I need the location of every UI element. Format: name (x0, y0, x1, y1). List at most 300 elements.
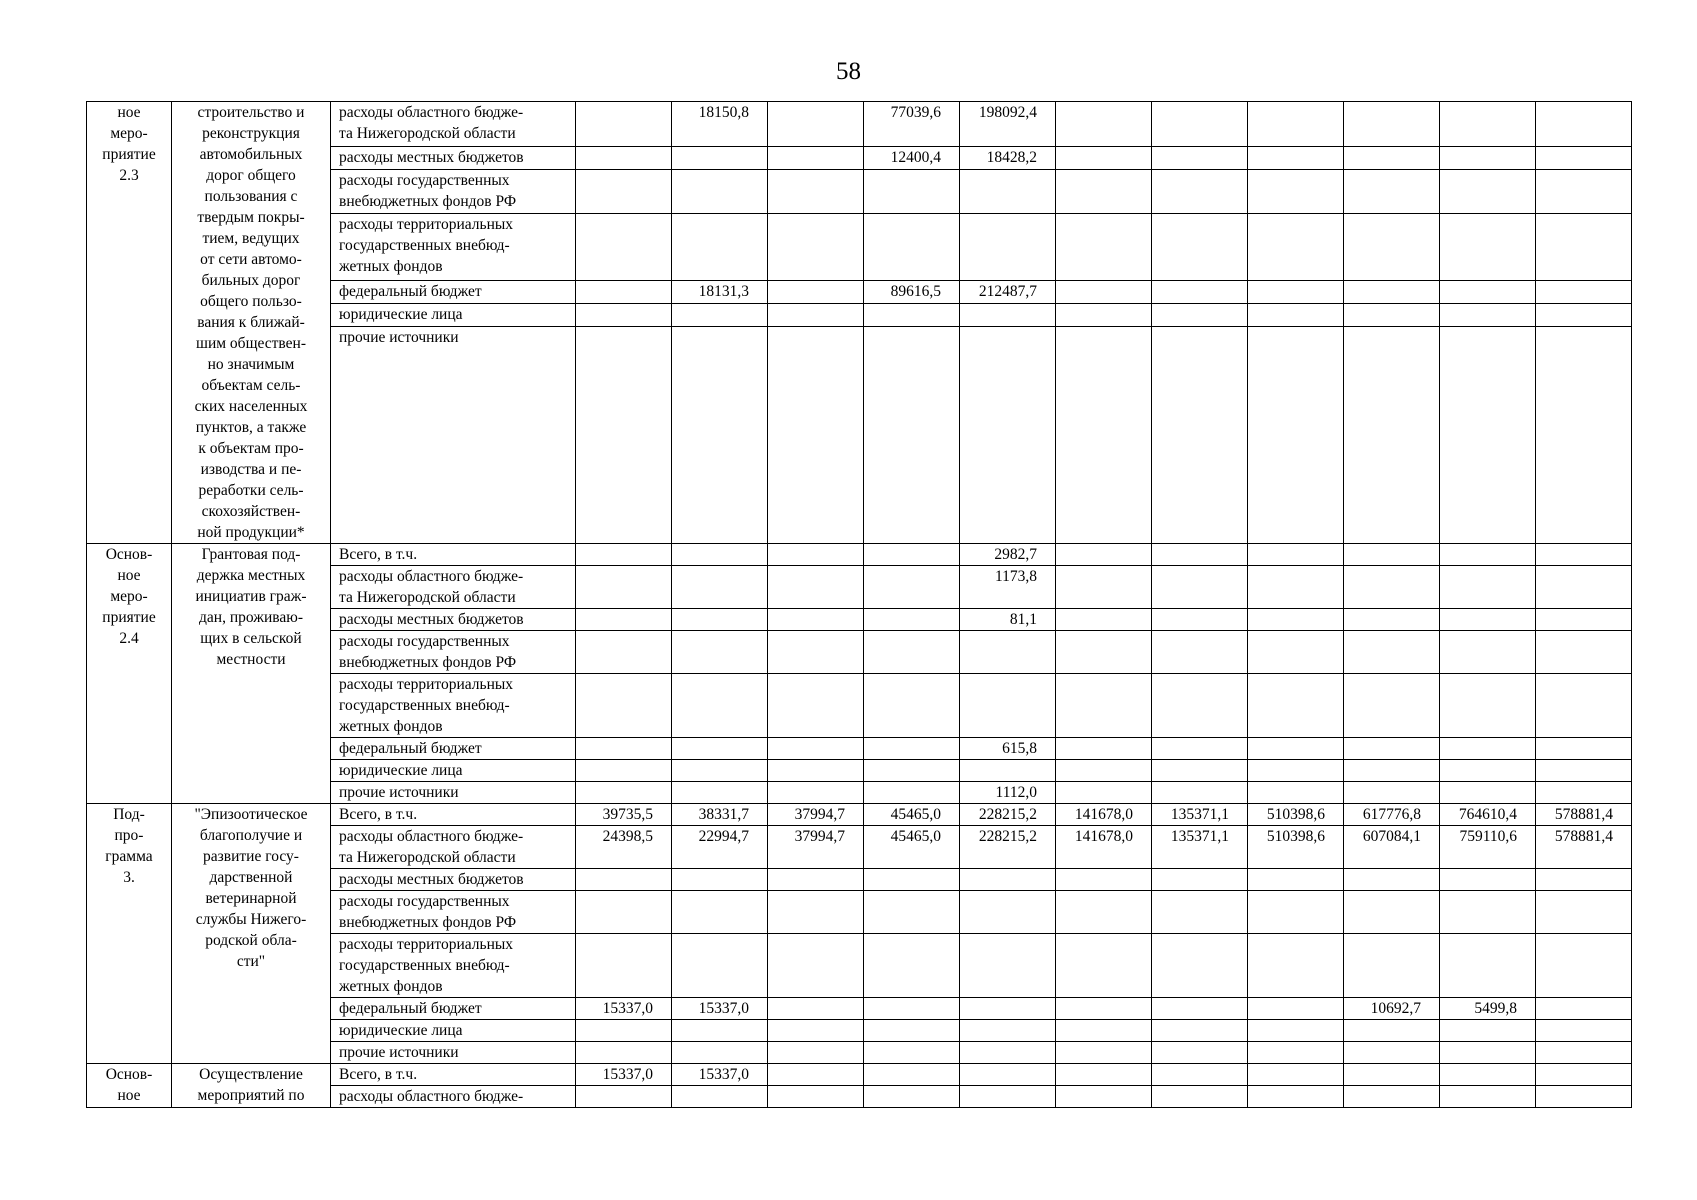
table-row (87, 102, 1632, 147)
value-cell: 5499,8 (1440, 998, 1536, 1020)
value-cell (1440, 891, 1536, 934)
value-cell (768, 738, 864, 760)
value-cell (960, 326, 1056, 543)
value-cell (1344, 146, 1440, 169)
measure-title-cell (172, 544, 331, 804)
funding-source-cell (331, 102, 576, 147)
cell-text-line: та Нижегородской области (339, 849, 516, 866)
cell-text-line: расходы областного бюдже- (339, 1088, 524, 1105)
value-cell (1440, 631, 1536, 674)
value-cell: 510398,6 (1248, 826, 1344, 869)
value-cell (864, 169, 960, 214)
value-cell: 2982,7 (960, 544, 1056, 566)
value-cell (864, 303, 960, 326)
value-cell (1056, 869, 1152, 891)
cell-text-line: родской обла- (205, 932, 297, 949)
cell-text-line: ное (117, 567, 141, 584)
value-cell (960, 998, 1056, 1020)
value-cell (960, 760, 1056, 782)
value-cell (1536, 631, 1632, 674)
cell-text-line: внебюджетных фондов РФ (339, 914, 517, 931)
measure-title-cell (172, 804, 331, 1064)
value-cell (864, 782, 960, 804)
funding-source-cell (331, 891, 576, 934)
funding-source-cell (331, 1064, 576, 1086)
value-cell (1248, 869, 1344, 891)
value-cell (1152, 1064, 1248, 1086)
funding-source-cell (331, 566, 576, 609)
value-cell (1152, 169, 1248, 214)
value-cell (1056, 1042, 1152, 1064)
cell-text-line: Всего, в т.ч. (339, 1066, 418, 1083)
value-cell (768, 1086, 864, 1108)
value-cell (576, 1042, 672, 1064)
value-cell (1344, 1064, 1440, 1086)
value-cell (864, 544, 960, 566)
value-cell: 135371,1 (1152, 804, 1248, 826)
value-cell (1440, 760, 1536, 782)
funding-source-cell (331, 326, 576, 543)
value-cell (1536, 214, 1632, 281)
value-cell (576, 146, 672, 169)
value-cell (1056, 102, 1152, 147)
cell-text-line: Под- (113, 806, 145, 823)
value-cell (1056, 326, 1152, 543)
value-cell (1152, 998, 1248, 1020)
value-cell (1536, 782, 1632, 804)
cell-text-line: вания к ближай- (197, 314, 305, 331)
value-cell (1152, 544, 1248, 566)
cell-text-line: расходы государственных (339, 633, 510, 650)
value-cell (768, 303, 864, 326)
value-cell (1536, 326, 1632, 543)
value-cell (960, 1064, 1056, 1086)
cell-text-line: юридические лица (339, 305, 463, 323)
cell-text-line: меро- (110, 125, 148, 142)
value-cell (576, 631, 672, 674)
value-cell: 77039,6 (864, 102, 960, 147)
value-cell (576, 169, 672, 214)
cell-text-line: государственных внебюд- (339, 957, 510, 974)
value-cell (1440, 674, 1536, 738)
cell-text-line: про- (114, 827, 144, 844)
value-cell (768, 760, 864, 782)
value-cell (1248, 738, 1344, 760)
cell-text-line: бильных дорог (201, 272, 301, 289)
value-cell (864, 326, 960, 543)
value-cell (768, 146, 864, 169)
value-cell (768, 1064, 864, 1086)
value-cell (864, 934, 960, 998)
table-row (87, 1064, 1632, 1086)
value-cell (672, 1020, 768, 1042)
page-number: 58 (836, 58, 861, 85)
value-cell (1536, 934, 1632, 998)
value-cell (1344, 326, 1440, 543)
value-cell (1440, 326, 1536, 543)
value-cell (576, 869, 672, 891)
cell-text-line: прочие источники (339, 784, 459, 801)
cell-text-line: Всего, в т.ч. (339, 546, 418, 563)
value-cell (1536, 609, 1632, 631)
value-cell (1248, 326, 1344, 543)
value-cell (1344, 609, 1440, 631)
value-cell (1248, 214, 1344, 281)
value-cell (1536, 146, 1632, 169)
value-cell (1152, 1020, 1248, 1042)
cell-text-line: ветеринарной (205, 890, 297, 907)
funding-source-cell (331, 934, 576, 998)
cell-text-line: развитие госу- (203, 848, 299, 865)
value-cell (1152, 869, 1248, 891)
cell-text-line: федеральный бюджет (339, 1000, 482, 1017)
value-cell (1152, 891, 1248, 934)
value-cell (1056, 1086, 1152, 1108)
value-cell (1056, 146, 1152, 169)
value-cell (576, 544, 672, 566)
value-cell (672, 1042, 768, 1064)
value-cell (768, 934, 864, 998)
value-cell (864, 760, 960, 782)
value-cell (1248, 782, 1344, 804)
cell-text-line: 2.3 (119, 167, 139, 184)
value-cell (1536, 169, 1632, 214)
value-cell (768, 326, 864, 543)
value-cell (768, 169, 864, 214)
value-cell (864, 674, 960, 738)
value-cell: 22994,7 (672, 826, 768, 869)
value-cell (1440, 1086, 1536, 1108)
cell-text-line: приятие (102, 609, 156, 626)
value-cell (1056, 1064, 1152, 1086)
value-cell (1152, 102, 1248, 147)
funding-source-cell (331, 998, 576, 1020)
value-cell (576, 738, 672, 760)
value-cell: 18131,3 (672, 280, 768, 303)
value-cell (1152, 934, 1248, 998)
cell-text-line: расходы областного бюдже- (339, 568, 524, 585)
value-cell (1056, 934, 1152, 998)
value-cell (1344, 631, 1440, 674)
value-cell (1344, 674, 1440, 738)
value-cell: 15337,0 (576, 998, 672, 1020)
value-cell (576, 891, 672, 934)
value-cell (1440, 102, 1536, 147)
cell-text-line: внебюджетных фондов РФ (339, 654, 517, 671)
value-cell (1536, 998, 1632, 1020)
value-cell (1440, 169, 1536, 214)
cell-text-line: Грантовая под- (201, 546, 301, 563)
value-cell (672, 544, 768, 566)
value-cell: 45465,0 (864, 826, 960, 869)
value-cell (1152, 1042, 1248, 1064)
value-cell (1248, 102, 1344, 147)
cell-text-line: расходы территориальных (339, 216, 514, 234)
cell-text-line: сти" (236, 953, 266, 970)
value-cell (672, 326, 768, 543)
cell-text-line: местности (216, 651, 286, 668)
value-cell (864, 1064, 960, 1086)
value-cell (1152, 1086, 1248, 1108)
cell-text-line: автомобильных (199, 146, 303, 163)
value-cell: 38331,7 (672, 804, 768, 826)
cell-text-line: жетных фондов (339, 258, 443, 276)
value-cell (576, 102, 672, 147)
value-cell (1536, 544, 1632, 566)
value-cell (960, 891, 1056, 934)
value-cell (1056, 891, 1152, 934)
value-cell (864, 631, 960, 674)
value-cell (1536, 760, 1632, 782)
value-cell (1056, 303, 1152, 326)
value-cell (1344, 214, 1440, 281)
measure-title-cell (172, 1064, 331, 1108)
measure-code-cell (87, 1064, 172, 1108)
value-cell (1344, 760, 1440, 782)
funding-source-cell (331, 631, 576, 674)
cell-text-line: Основ- (105, 1066, 153, 1083)
cell-text-line: жетных фондов (339, 978, 443, 995)
funding-source-cell (331, 760, 576, 782)
table-row (87, 544, 1632, 566)
value-cell (576, 566, 672, 609)
value-cell: 24398,5 (576, 826, 672, 869)
cell-text-line: тием, ведущих (202, 230, 300, 247)
value-cell (1536, 1042, 1632, 1064)
value-cell (1248, 169, 1344, 214)
measure-code-cell (87, 544, 172, 804)
value-cell (1152, 609, 1248, 631)
cell-text-line: реработки сель- (198, 482, 304, 499)
value-cell (1440, 609, 1536, 631)
funding-source-cell (331, 869, 576, 891)
value-cell (1536, 674, 1632, 738)
cell-text-line: дан, проживаю- (199, 609, 303, 626)
cell-text-line: дорог общего (206, 167, 296, 184)
cell-text-line: пунктов, а также (195, 419, 307, 436)
cell-text-line: государственных внебюд- (339, 237, 510, 255)
value-cell (1440, 869, 1536, 891)
value-cell: 12400,4 (864, 146, 960, 169)
value-cell (672, 760, 768, 782)
funding-source-cell (331, 214, 576, 281)
cell-text-line: ной продукции* (197, 524, 305, 541)
value-cell (576, 934, 672, 998)
value-cell: 89616,5 (864, 280, 960, 303)
value-cell (768, 566, 864, 609)
value-cell: 141678,0 (1056, 826, 1152, 869)
cell-text-line: но значимым (207, 356, 295, 373)
value-cell (1152, 146, 1248, 169)
cell-text-line: дарственной (209, 869, 293, 886)
value-cell (1440, 303, 1536, 326)
value-cell (1152, 674, 1248, 738)
value-cell (1056, 782, 1152, 804)
value-cell (1248, 609, 1344, 631)
value-cell (1248, 934, 1344, 998)
cell-text-line: 3. (123, 869, 135, 886)
value-cell (672, 169, 768, 214)
value-cell (1152, 782, 1248, 804)
value-cell: 39735,5 (576, 804, 672, 826)
value-cell (768, 544, 864, 566)
value-cell (1248, 1042, 1344, 1064)
value-cell (1056, 544, 1152, 566)
value-cell (1152, 326, 1248, 543)
value-cell (1056, 609, 1152, 631)
value-cell (1152, 303, 1248, 326)
value-cell (1344, 280, 1440, 303)
value-cell: 18150,8 (672, 102, 768, 147)
value-cell (1440, 782, 1536, 804)
value-cell (1536, 1020, 1632, 1042)
value-cell (1440, 738, 1536, 760)
value-cell (864, 609, 960, 631)
value-cell (576, 760, 672, 782)
value-cell (960, 631, 1056, 674)
value-cell (960, 214, 1056, 281)
value-cell: 15337,0 (576, 1064, 672, 1086)
funding-source-cell (331, 1086, 576, 1108)
cell-text-line: Всего, в т.ч. (339, 806, 418, 823)
value-cell (1440, 566, 1536, 609)
cell-text-line: приятие (102, 146, 156, 163)
value-cell (1248, 280, 1344, 303)
value-cell: 10692,7 (1344, 998, 1440, 1020)
value-cell (1440, 1020, 1536, 1042)
value-cell (1440, 214, 1536, 281)
value-cell (1536, 738, 1632, 760)
value-cell (1056, 280, 1152, 303)
value-cell: 141678,0 (1056, 804, 1152, 826)
value-cell (960, 674, 1056, 738)
cell-text-line: скохозяйствен- (201, 503, 301, 520)
value-cell (1248, 146, 1344, 169)
cell-text-line: держка местных (196, 567, 306, 584)
cell-text-line: федеральный бюджет (339, 740, 482, 757)
cell-text-line: грамма (105, 848, 153, 865)
value-cell (1536, 1064, 1632, 1086)
value-cell (1248, 674, 1344, 738)
value-cell (960, 1086, 1056, 1108)
value-cell (768, 280, 864, 303)
value-cell (960, 934, 1056, 998)
value-cell: 764610,4 (1440, 804, 1536, 826)
value-cell (960, 869, 1056, 891)
value-cell (960, 1042, 1056, 1064)
value-cell (1344, 566, 1440, 609)
value-cell (1056, 214, 1152, 281)
value-cell (1440, 1064, 1536, 1086)
value-cell: 1173,8 (960, 566, 1056, 609)
value-cell (1248, 998, 1344, 1020)
cell-text-line: жетных фондов (339, 718, 443, 735)
value-cell (1344, 738, 1440, 760)
value-cell (768, 214, 864, 281)
value-cell (1536, 280, 1632, 303)
value-cell (768, 631, 864, 674)
cell-text-line: шим обществен- (196, 335, 306, 352)
cell-text-line: прочие источники (339, 1044, 459, 1061)
value-cell (768, 1020, 864, 1042)
value-cell (1056, 1020, 1152, 1042)
value-cell (1440, 544, 1536, 566)
cell-text-line: "Эпизоотическое (194, 806, 308, 823)
value-cell: 578881,4 (1536, 804, 1632, 826)
value-cell (1344, 782, 1440, 804)
value-cell: 37994,7 (768, 804, 864, 826)
value-cell (576, 782, 672, 804)
funding-source-cell (331, 804, 576, 826)
funding-source-cell (331, 826, 576, 869)
cell-text-line: прочие источники (339, 328, 459, 346)
value-cell (768, 609, 864, 631)
value-cell (1248, 1086, 1344, 1108)
value-cell (1344, 1042, 1440, 1064)
value-cell (960, 303, 1056, 326)
cell-text-line: ное (117, 1087, 141, 1104)
cell-text-line: федеральный бюджет (339, 282, 482, 300)
table-body (87, 102, 1632, 1108)
value-cell (1440, 934, 1536, 998)
value-cell: 18428,2 (960, 146, 1056, 169)
value-cell (1056, 631, 1152, 674)
value-cell: 198092,4 (960, 102, 1056, 147)
value-cell: 615,8 (960, 738, 1056, 760)
cell-text-line: расходы территориальных (339, 676, 514, 693)
value-cell (768, 1042, 864, 1064)
cell-text-line: Осуществление (199, 1066, 303, 1083)
value-cell (1344, 169, 1440, 214)
value-cell (1056, 760, 1152, 782)
value-cell: 81,1 (960, 609, 1056, 631)
value-cell (1056, 674, 1152, 738)
value-cell: 228215,2 (960, 804, 1056, 826)
cell-text-line: расходы государственных (339, 893, 510, 910)
value-cell (1152, 738, 1248, 760)
value-cell (1440, 1042, 1536, 1064)
value-cell (864, 738, 960, 760)
cell-text-line: расходы областного бюдже- (339, 828, 524, 845)
value-cell (1152, 631, 1248, 674)
value-cell (1152, 280, 1248, 303)
cell-text-line: от сети автомо- (200, 251, 302, 268)
funding-source-cell (331, 280, 576, 303)
cell-text-line: юридические лица (339, 762, 463, 779)
value-cell (1248, 544, 1344, 566)
value-cell (1248, 891, 1344, 934)
value-cell (1344, 869, 1440, 891)
value-cell (1056, 738, 1152, 760)
funding-source-cell (331, 1042, 576, 1064)
value-cell: 578881,4 (1536, 826, 1632, 869)
value-cell (672, 738, 768, 760)
value-cell: 759110,6 (1440, 826, 1536, 869)
funding-source-cell (331, 609, 576, 631)
value-cell (1440, 280, 1536, 303)
cell-text-line: та Нижегородской области (339, 589, 516, 606)
value-cell (1536, 869, 1632, 891)
value-cell (672, 782, 768, 804)
cell-text-line: реконструкция (202, 125, 300, 142)
value-cell: 212487,7 (960, 280, 1056, 303)
cell-text-line: Основ- (105, 546, 153, 563)
value-cell (864, 869, 960, 891)
value-cell: 1112,0 (960, 782, 1056, 804)
value-cell (1056, 566, 1152, 609)
value-cell (1152, 214, 1248, 281)
cell-text-line: меро- (110, 588, 148, 605)
